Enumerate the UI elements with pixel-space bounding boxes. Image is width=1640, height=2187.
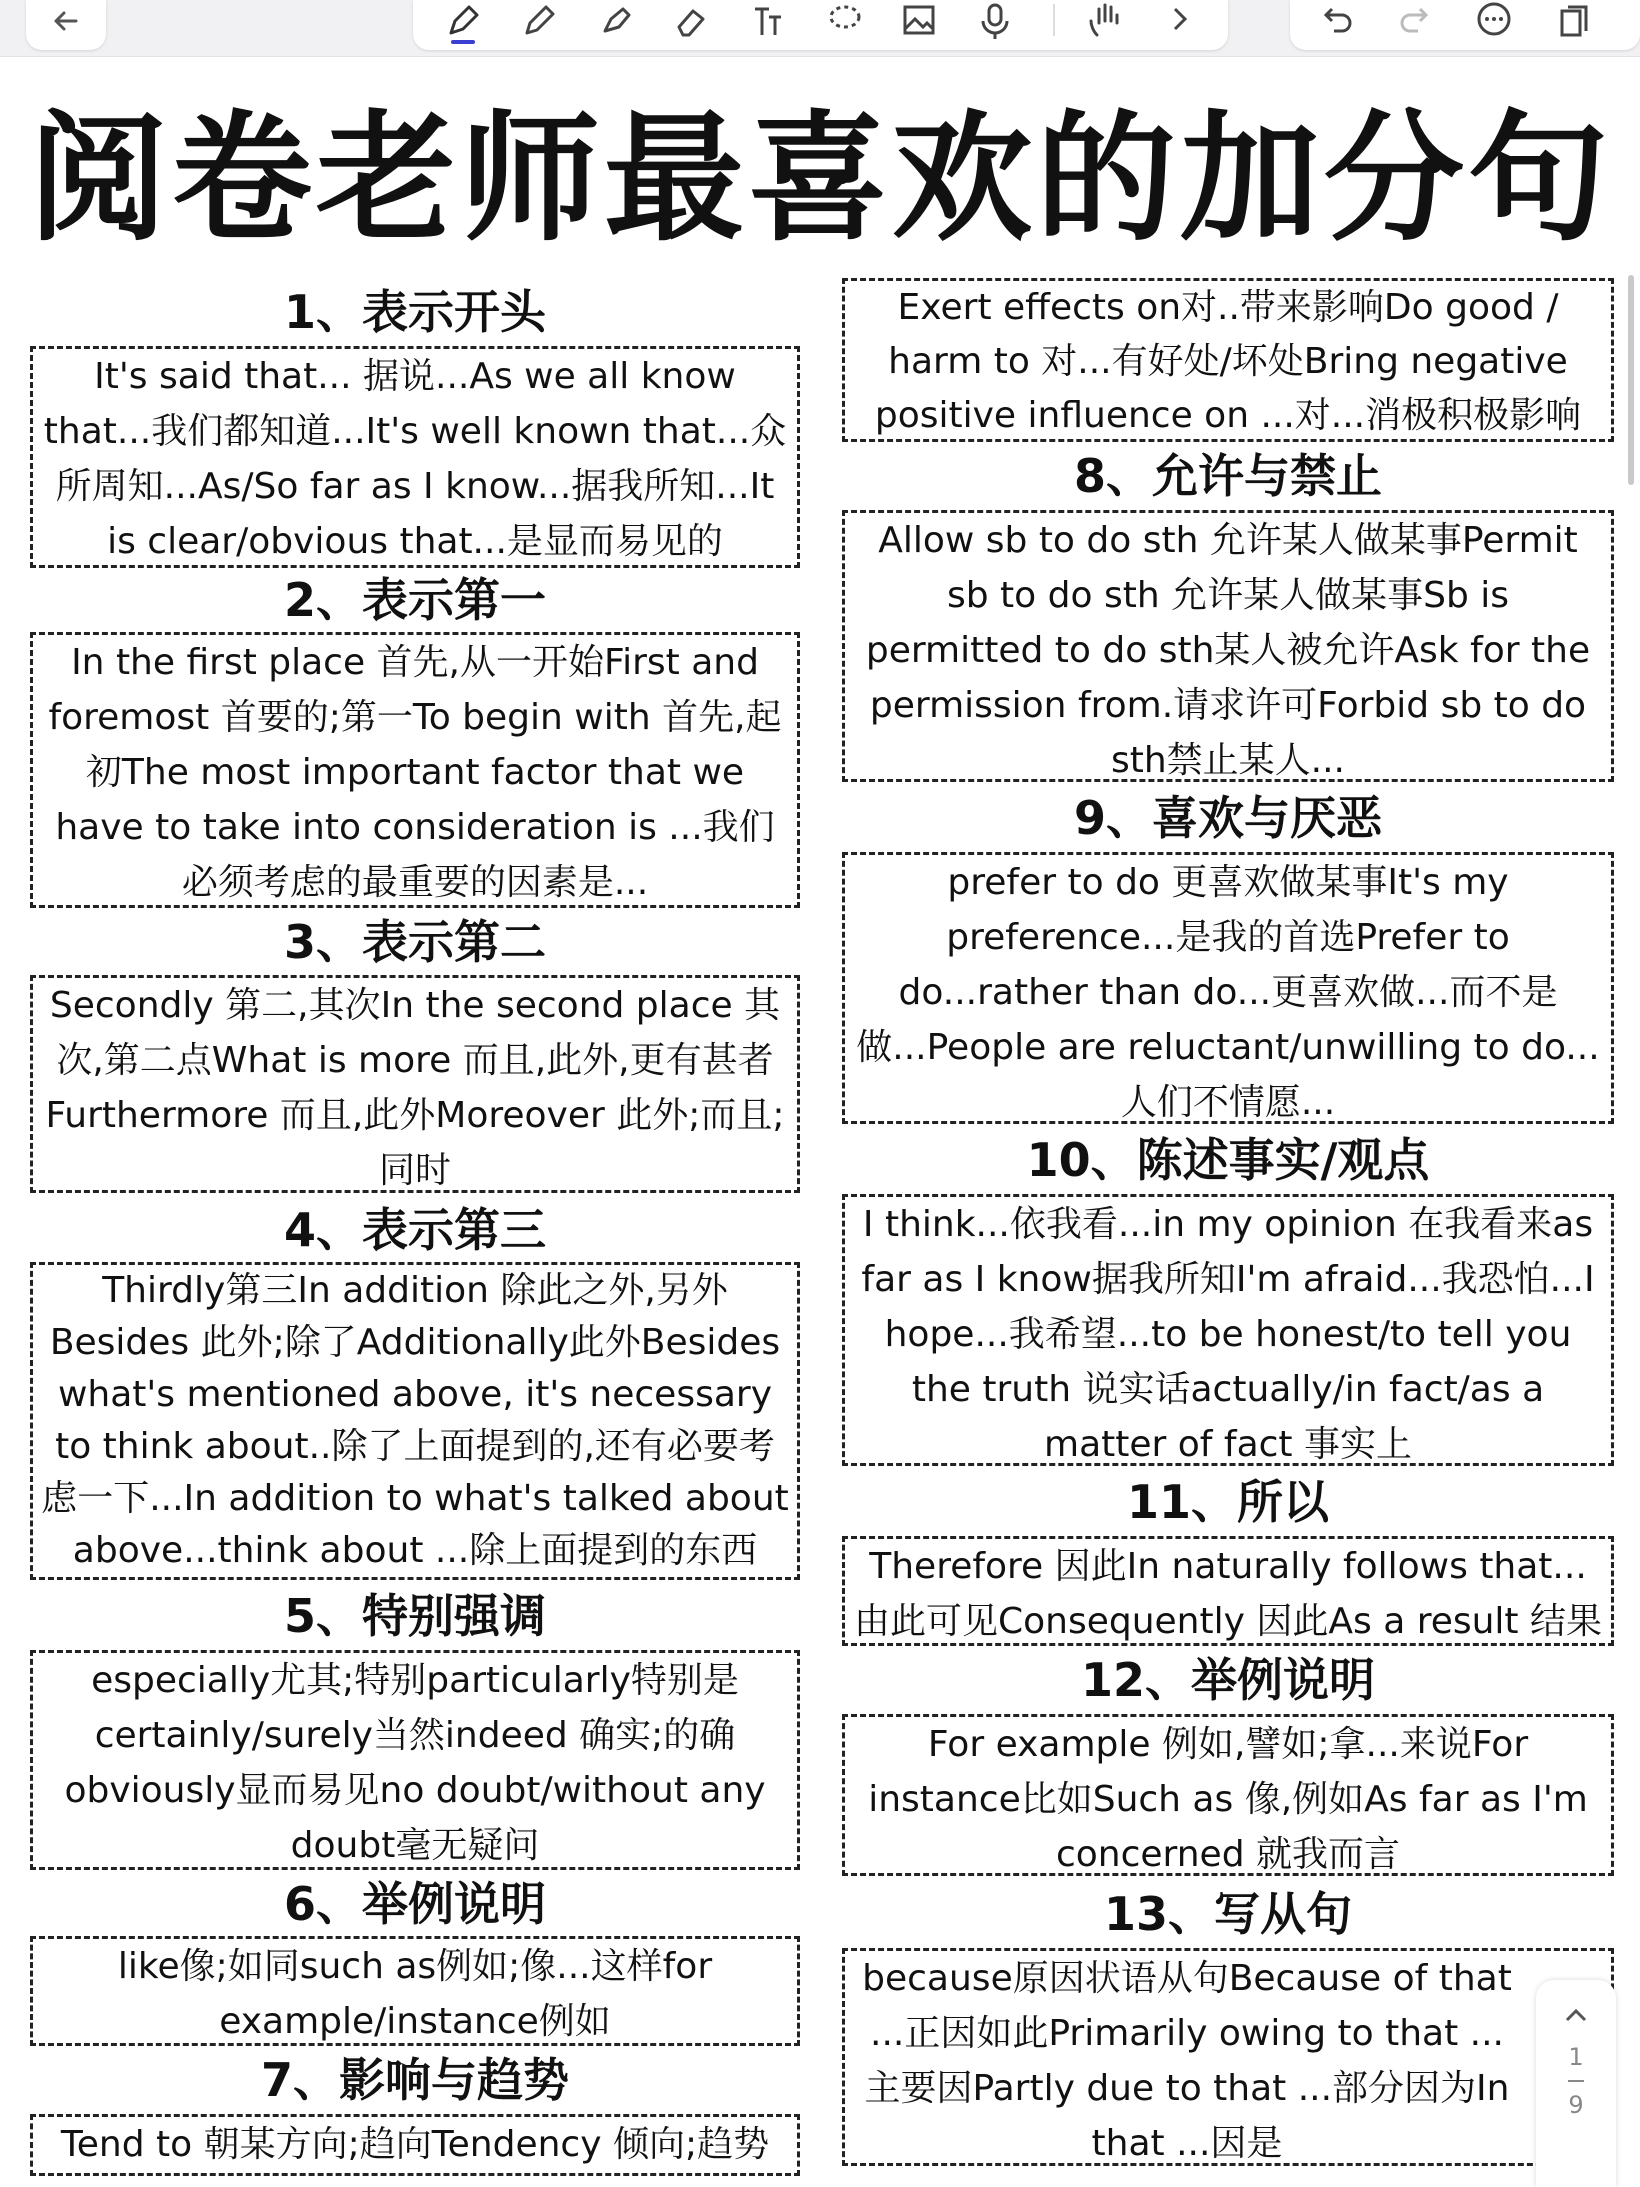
eraser-tool[interactable] — [665, 0, 717, 42]
more-icon — [1474, 1, 1514, 41]
section-heading: 13、写从句 — [1103, 1887, 1352, 1941]
microphone-icon — [975, 1, 1015, 41]
highlighter-icon — [595, 1, 635, 41]
section-heading: 2、表示第一 — [283, 573, 546, 627]
pencil-tool[interactable] — [513, 0, 565, 42]
page-divider — [1568, 2080, 1584, 2082]
pen-tool[interactable] — [437, 0, 489, 42]
section-heading: 3、表示第二 — [283, 915, 546, 969]
section-box: especially尤其;特别particularly特别是certainly/surely当然indeed 确实;的确obviously显而易见no doubt/without any doubt毫无疑问 — [30, 1650, 800, 1870]
section-box: Exert effects on对..带来影响Do good / harm to 对...有好处/坏处Bring negative positive influence on ...对...消极积极影响 — [842, 278, 1614, 442]
section-box: like像;如同such as例如;像...这样for example/instance例如 — [30, 1936, 800, 2046]
text-tool[interactable] — [741, 0, 793, 42]
section-box: I think...依我看...in my opinion 在我看来as far as I know据我所知I'm afraid...我恐怕...I hope...我希望...to be honest/to tell you the truth 说实话actually/in fact/as a matter of fact 事实上 — [842, 1194, 1614, 1466]
image-icon — [899, 1, 939, 41]
redo-button[interactable] — [1388, 0, 1440, 42]
more-button[interactable] — [1468, 0, 1520, 42]
section-box: prefer to do 更喜欢做某事It's my preference...是我的首选Prefer to do...rather than do...更喜欢做...而不是做...People are reluctant/unwilling to do...人们不情愿... — [842, 852, 1614, 1124]
section-heading: 9、喜欢与厌恶 — [1073, 791, 1382, 845]
pages-icon — [1554, 1, 1594, 41]
top-toolbar — [0, 0, 1640, 57]
undo-button[interactable] — [1312, 0, 1364, 42]
section-heading: 8、允许与禁止 — [1073, 449, 1382, 503]
image-tool[interactable] — [893, 0, 945, 42]
undo-icon — [1318, 1, 1358, 41]
document-actions — [1290, 0, 1640, 50]
pen-icon — [443, 1, 483, 41]
section-box: because原因状语从句Because of that ...正因如此Primarily owing to that ...主要因Partly due to that ...部分因为In that ...因是 — [842, 1948, 1614, 2166]
section-heading: 12、举例说明 — [1080, 1653, 1375, 1707]
back-arrow-icon — [40, 0, 92, 42]
tool-palette — [413, 0, 1228, 50]
highlighter-tool[interactable] — [589, 0, 641, 42]
page-navigator[interactable] — [1536, 1980, 1616, 2187]
section-box: In the first place 首先,从一开始First and foremost 首要的;第一To begin with 首先,起初The most important factor that we have to take into consideration is ...我们必须考虑的最重要的因素是... — [30, 632, 800, 908]
vertical-scrollbar[interactable] — [1628, 275, 1634, 485]
back-button[interactable] — [26, 0, 106, 50]
toolbar-separator — [1053, 4, 1055, 36]
hand-icon — [1085, 1, 1125, 41]
section-heading: 11、所以 — [1126, 1475, 1329, 1529]
section-box: Secondly 第二,其次In the second place 其次,第二点What is more 而且,此外,更有甚者Furthermore 而且,此外Moreover 此外;而且;同时 — [30, 975, 800, 1193]
section-box: Therefore 因此In naturally follows that...由此可见Consequently 因此As a result 结果 — [842, 1536, 1614, 1646]
pencil-icon — [519, 1, 559, 41]
section-box: For example 例如,譬如;拿...来说For instance比如Such as 像,例如As far as I'm concerned 就我而言 — [842, 1714, 1614, 1876]
lasso-icon — [823, 1, 863, 41]
lasso-tool[interactable] — [817, 0, 869, 42]
section-heading: 10、陈述事实/观点 — [1026, 1133, 1430, 1187]
section-heading: 4、表示第三 — [283, 1203, 546, 1257]
section-heading: 1、表示开头 — [283, 285, 546, 339]
chevron-right-icon — [1159, 1, 1199, 41]
section-box: Tend to 朝某方向;趋向Tendency 倾向;趋势 — [30, 2114, 800, 2176]
more-tools-button[interactable] — [1153, 0, 1205, 42]
chevron-up-icon[interactable] — [1561, 2000, 1591, 2030]
microphone-tool[interactable] — [969, 0, 1021, 42]
redo-icon — [1394, 1, 1434, 41]
current-page-number: 1 — [1568, 2043, 1584, 2071]
section-box: Allow sb to do sth 允许某人做某事Permit sb to do sth 允许某人做某事Sb is permitted to do sth某人被允许Ask for the permission from.请求许可Forbid sb to do sth禁止某人... — [842, 510, 1614, 782]
section-heading: 6、举例说明 — [283, 1877, 546, 1931]
section-heading: 5、特别强调 — [283, 1589, 546, 1643]
section-box: Thirdly第三In addition 除此之外,另外Besides 此外;除了Additionally此外Besides what's mentioned above, it's necessary to think about..除了上面提到的,还有必要考虑一下...In addition to what's talked about above...think about ...除上面提到的东西 — [30, 1262, 800, 1580]
section-box: It's said that... 据说...As we all know that...我们都知道...It's well known that...众所周知...As/So far as I know...据我所知...It is clear/obvious that...是显而易见的 — [30, 346, 800, 568]
pages-button[interactable] — [1548, 0, 1600, 42]
page-title: 阅卷老师最喜欢的加分句 — [27, 98, 1612, 261]
eraser-icon — [671, 1, 711, 41]
hand-tool[interactable] — [1079, 0, 1131, 42]
total-pages: 9 — [1568, 2091, 1584, 2119]
section-heading: 7、影响与趋势 — [260, 2053, 569, 2107]
text-icon — [747, 1, 787, 41]
